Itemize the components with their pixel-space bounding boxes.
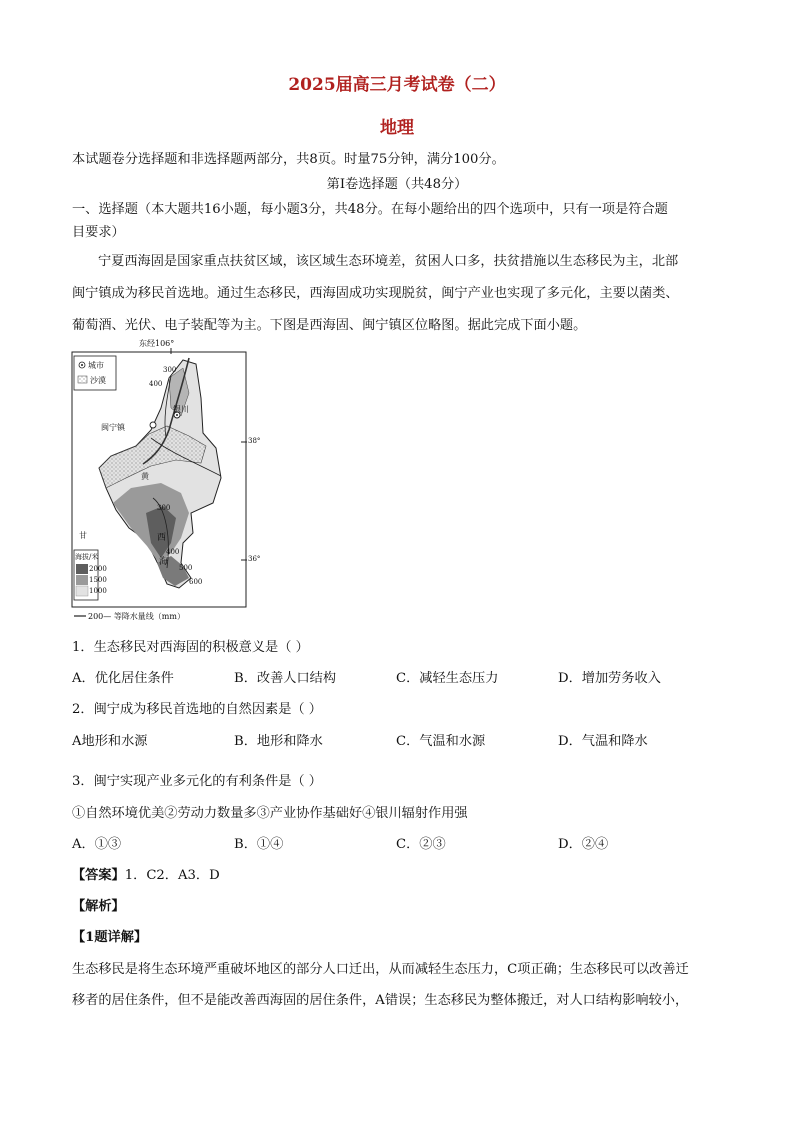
q1-option-b: B．改善人口结构	[234, 671, 337, 686]
hai-label: 海	[159, 557, 169, 567]
passage-line-1: 宁夏西海固是国家重点扶贫区域，该区域生态环境差，贫困人口多，扶贫措施以生态移民为主，北部	[98, 254, 679, 269]
instructions-line-2: 目要求）	[72, 225, 125, 240]
question-2-stem: 2．闽宁成为移民首选地的自然因素是（ ）	[72, 702, 322, 717]
explanation-line-1: 生态移民是将生态环境严重破坏地区的部分人口迁出，从而减轻生态压力，C项正确；生态移民可以改善迁	[72, 962, 689, 977]
q1-option-d: D．增加劳务收入	[558, 671, 661, 686]
huang-label: 黄	[141, 472, 149, 481]
isohyet-label-6: 600	[189, 578, 203, 586]
isohyet-label-1: 300	[163, 366, 177, 374]
elevation-1000: 1000	[89, 587, 107, 595]
question-1-stem: 1．生态移民对西海固的积极意义是（ ）	[72, 640, 309, 655]
minning-town-label: 闽宁镇	[101, 423, 125, 432]
legend-desert-label: 沙漠	[90, 376, 106, 385]
q2-option-b: B．地形和降水	[234, 734, 323, 749]
isohyet-label-4: 400	[166, 548, 180, 556]
q3-option-d: D．②④	[558, 837, 609, 852]
section-title: 第I卷选择题（共48分）	[326, 177, 468, 192]
location-map	[71, 338, 261, 628]
legend-city-label: 城市	[88, 361, 104, 370]
answer-line	[72, 864, 220, 883]
explanation-line-2: 移者的居住条件，但不是能改善西海固的居住条件，A错误；生态移民为整体搬迁，对人口结构影响较小，	[72, 993, 689, 1008]
q2-option-c: C．气温和水源	[396, 734, 486, 749]
yinchuan-label: 银川	[173, 405, 189, 414]
isohyet-label-2: 400	[149, 380, 163, 388]
question-3-statement: ①自然环境优美②劳动力数量多③产业协作基础好④银川辐射作用强	[72, 806, 468, 821]
q3-option-a: A．①③	[72, 837, 122, 852]
q3-option-c: C．②③	[396, 837, 446, 852]
answer-label: 【答案】	[72, 868, 125, 883]
intro-text: 本试题卷分选择题和非选择题两部分，共8页。时量75分钟，满分100分。	[72, 152, 505, 167]
passage-line-2: 闽宁镇成为移民首选地。通过生态移民，西海固成功实现脱贫，闽宁产业也实现了多元化，主要以菌类、	[72, 286, 679, 301]
isohyet-label-3: 300	[157, 504, 171, 512]
lat-38-label: 38°	[248, 437, 261, 445]
q2-option-a: A地形和水源	[72, 734, 148, 749]
lat-36-label: 36°	[248, 555, 261, 563]
answer-text: 1．C2．A3．D	[124, 868, 220, 883]
q1-option-a: A．优化居住条件	[72, 671, 174, 686]
q3-option-b: B．①④	[234, 837, 284, 852]
xi-label: 西	[157, 533, 167, 543]
subject-title: 地理	[380, 118, 414, 138]
passage-line-3: 葡萄酒、光伏、电子装配等为主。下图是西海固、闽宁镇区位略图。据此完成下面小题。	[72, 318, 587, 333]
map-longitude-label: 东经106°	[139, 339, 175, 348]
exam-title: 2025届高三月考试卷（二）	[288, 75, 506, 95]
instructions-line-1: 一、选择题（本大题共16小题，每小题3分，共48分。在每小题给出的四个选项中，只有一项是符合题	[72, 202, 668, 217]
gan-label: 甘	[79, 531, 87, 540]
q2-option-d: D．气温和降水	[558, 734, 648, 749]
isohyet-label-5: 500	[179, 564, 193, 572]
elevation-2000: 2000	[89, 565, 107, 573]
question-3-stem: 3．闽宁实现产业多元化的有利条件是（ ）	[72, 774, 322, 789]
q1-option-c: C．减轻生态压力	[396, 671, 499, 686]
elevation-legend-title: 海拔/米	[75, 553, 99, 561]
isohyet-caption: 200— 等降水量线（mm）	[88, 612, 185, 621]
analysis-label: 【解析】	[72, 899, 125, 914]
elevation-1500: 1500	[89, 576, 107, 584]
q1-detail-label: 【1题详解】	[72, 930, 148, 945]
